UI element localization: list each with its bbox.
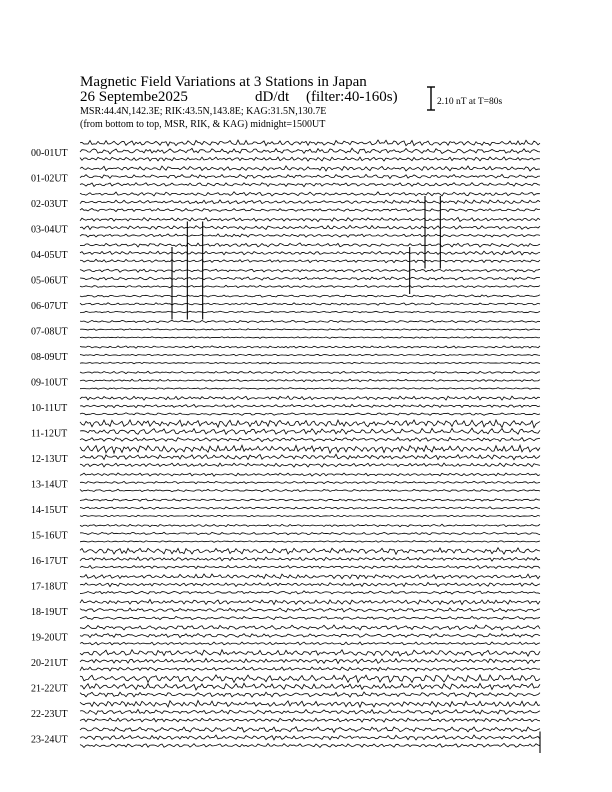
- chart-quantity: dD/dt: [255, 89, 290, 105]
- hour-label: 00-01UT: [31, 148, 68, 159]
- trace-kag: [80, 320, 540, 322]
- hour-label: 11-12UT: [31, 428, 68, 440]
- trace-msr: [80, 642, 540, 645]
- hour-label: 03-04UT: [31, 224, 68, 236]
- station-order-note: (from bottom to top, MSR, RIK, & KAG) midnight=1500UT: [80, 119, 326, 130]
- trace-rik: [80, 251, 540, 255]
- scale-bar-label: 2.10 nT at T=80s: [437, 97, 503, 107]
- trace-kag: [80, 499, 540, 501]
- chart-date: 26 Septembe2025: [80, 89, 188, 105]
- trace-rik: [80, 582, 540, 586]
- trace-rik: [80, 277, 540, 280]
- chart-filter: (filter:40-160s): [306, 89, 398, 105]
- trace-msr: [80, 311, 540, 313]
- trace-rik: [80, 709, 540, 714]
- hour-label: 15-16UT: [31, 530, 68, 542]
- hour-label: 13-14UT: [31, 479, 68, 491]
- trace-rik: [80, 174, 540, 178]
- trace-msr: [80, 718, 540, 722]
- trace-kag: [80, 346, 540, 348]
- trace-msr: [80, 182, 540, 186]
- trace-rik: [80, 532, 540, 534]
- hour-label: 16-17UT: [31, 556, 68, 567]
- chart-title: Magnetic Field Variations at 3 Stations in Japan: [80, 74, 367, 90]
- hour-label: 17-18UT: [31, 581, 68, 593]
- trace-msr: [80, 541, 540, 543]
- trace-msr: [80, 565, 540, 568]
- trace-msr: [80, 388, 540, 390]
- trace-kag: [80, 217, 540, 221]
- trace-msr: [80, 616, 540, 619]
- hour-label: 20-21UT: [31, 658, 68, 669]
- hour-label: 07-08UT: [31, 326, 68, 338]
- trace-msr: [80, 463, 540, 467]
- trace-kag: [80, 371, 540, 373]
- trace-rik: [80, 507, 540, 509]
- traces: [80, 140, 540, 747]
- trace-msr: [80, 234, 540, 237]
- trace-rik: [80, 354, 540, 356]
- hour-label: 19-20UT: [31, 632, 68, 644]
- trace-kag: [80, 625, 540, 630]
- trace-msr: [80, 259, 540, 262]
- trace-kag: [80, 269, 540, 272]
- trace-rik: [80, 148, 540, 154]
- hour-label: 08-09UT: [31, 352, 68, 363]
- trace-kag: [80, 599, 540, 604]
- trace-rik: [80, 379, 540, 382]
- trace-rik: [80, 557, 540, 561]
- trace-rik: [80, 329, 540, 331]
- trace-kag: [80, 524, 540, 527]
- trace-kag: [80, 548, 540, 555]
- trace-msr: [80, 157, 540, 161]
- scale-bar: [427, 87, 502, 110]
- trace-msr: [80, 362, 540, 364]
- trace-msr: [80, 743, 540, 747]
- trace-msr: [80, 337, 540, 339]
- trace-msr: [80, 692, 540, 697]
- trace-rik: [80, 200, 540, 204]
- trace-msr: [80, 437, 540, 441]
- hour-label: 12-13UT: [31, 454, 68, 465]
- trace-msr: [80, 413, 540, 416]
- trace-rik: [80, 404, 540, 407]
- trace-kag: [80, 574, 540, 579]
- hour-label: 10-11UT: [31, 403, 68, 414]
- hour-label: 05-06UT: [31, 275, 68, 287]
- trace-rik: [80, 683, 540, 690]
- trace-msr: [80, 515, 540, 517]
- trace-kag: [80, 396, 540, 400]
- hour-labels: [31, 148, 68, 746]
- hour-label: 21-22UT: [31, 683, 68, 695]
- trace-rik: [80, 481, 540, 483]
- trace-rik: [80, 428, 540, 434]
- hour-label: 22-23UT: [31, 709, 68, 720]
- trace-kag: [80, 420, 540, 428]
- trace-rik: [80, 454, 540, 460]
- hour-label: 06-07UT: [31, 301, 68, 312]
- trace-kag: [80, 473, 540, 476]
- trace-kag: [80, 675, 540, 683]
- trace-kag: [80, 243, 540, 247]
- trace-rik: [80, 735, 540, 740]
- hour-label: 04-05UT: [31, 250, 68, 261]
- trace-rik: [80, 225, 540, 229]
- trace-msr: [80, 591, 540, 594]
- trace-kag: [80, 701, 540, 708]
- trace-rik: [80, 658, 540, 663]
- trace-msr: [80, 208, 540, 211]
- trace-kag: [80, 727, 540, 733]
- hour-label: 23-24UT: [31, 734, 68, 746]
- trace-kag: [80, 140, 540, 146]
- trace-kag: [80, 166, 540, 171]
- hour-label: 09-10UT: [31, 377, 68, 389]
- hour-label: 14-15UT: [31, 505, 68, 516]
- station-coordinates: MSR:44.4N,142.3E; RIK:43.5N,143.8E; KAG:31.5N,130.7E: [80, 106, 327, 117]
- trace-rik: [80, 634, 540, 638]
- trace-kag: [80, 295, 540, 297]
- trace-kag: [80, 445, 540, 453]
- trace-rik: [80, 303, 540, 305]
- hour-label: 02-03UT: [31, 199, 68, 210]
- trace-kag: [80, 192, 540, 196]
- trace-msr: [80, 285, 540, 287]
- hour-label: 01-02UT: [31, 173, 68, 185]
- trace-kag: [80, 650, 540, 656]
- trace-rik: [80, 608, 540, 612]
- trace-msr: [80, 667, 540, 671]
- trace-msr: [80, 489, 540, 492]
- hour-label: 18-19UT: [31, 607, 68, 618]
